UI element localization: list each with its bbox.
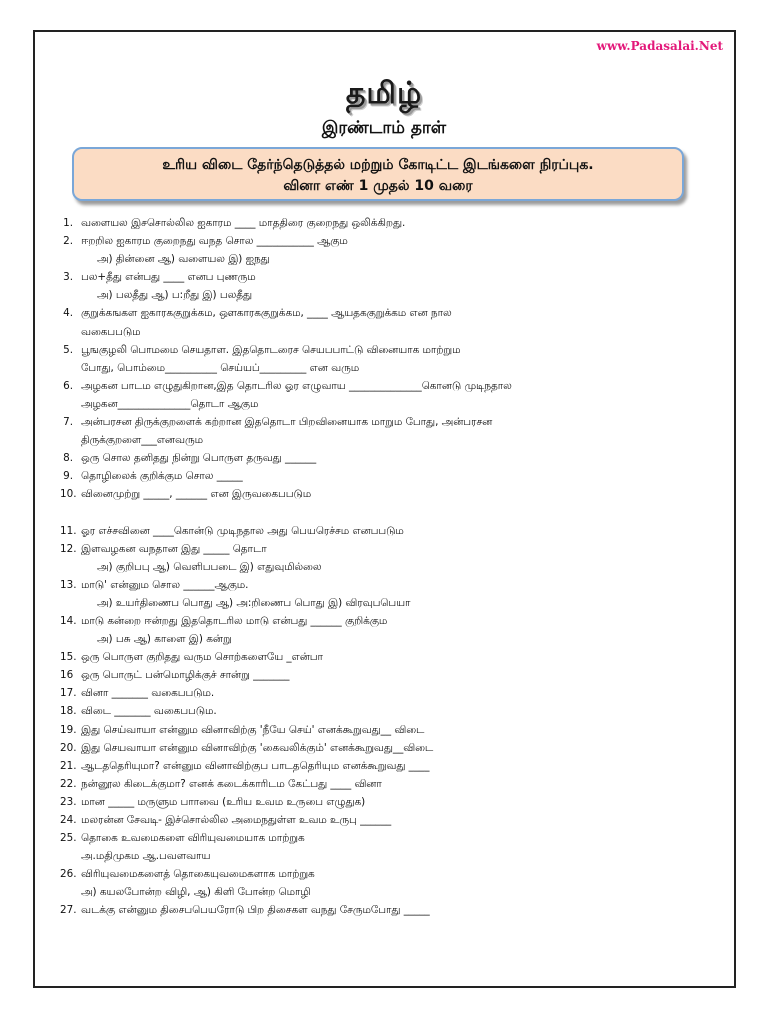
answer-options: [60, 250, 720, 268]
question-continuation: [60, 395, 720, 413]
question-text: அ) குறிபபு ஆ) வெளிபபடை இ) எதுவுமில்லை: [97, 560, 322, 573]
banner-line-1: உரிய விடை தேர்ந்தெடுத்தல் மற்றும் கோடிட்ட இடங்களை நிரப்புக.: [162, 157, 594, 173]
question-item: [60, 684, 720, 702]
question-text: மான _____ மருளும பாாவை (உரிய உவம உருபை எழுதுக): [81, 795, 366, 808]
question-item: [60, 612, 720, 630]
question-text: அ) பசு ஆ) காளை இ) கன்று: [97, 633, 232, 646]
banner-line-2: வினா எண் 1 முதல் 10 வரை: [283, 178, 473, 194]
question-number: 21.: [60, 759, 77, 772]
question-number: 16: [60, 669, 74, 682]
question-item: [60, 304, 720, 322]
question-text: மாடு' என்னும சொல ______ஆகும.: [81, 578, 249, 591]
spacer: [60, 504, 720, 522]
question-number: 8.: [63, 452, 73, 465]
question-number: 4.: [63, 307, 73, 320]
question-text: இது செய்வாயா என்னும வினாவிற்கு 'நீயே செய்' எனக்கூறுவது__ விடை: [81, 723, 425, 736]
question-number: 20.: [60, 741, 77, 754]
question-text: அ) உயர்திணைப பொது ஆ) அ:றிணைப பொது இ) விரவுபபெயா: [97, 596, 411, 609]
question-item: [60, 829, 720, 847]
question-text: அழகன______________தொடா ஆகும: [81, 397, 259, 410]
question-text: வளையல இசசொல்லில ஐகாரம ____ மாததிரை குறைநது ஒலிக்கிறது.: [81, 217, 406, 229]
question-number: 3.: [63, 271, 73, 284]
question-number: 6.: [63, 379, 73, 392]
question-number: 13.: [60, 578, 77, 591]
question-text: ஆடததெரியுமா? என்னும வினாவிற்குப பாடததெரியும எனக்கூறுவது ____: [81, 759, 430, 772]
answer-options: [60, 558, 720, 576]
question-number: 14.: [60, 614, 77, 627]
question-text: விடை _______ வகைபபடும.: [81, 705, 217, 718]
question-item: [60, 214, 720, 232]
question-number: 17.: [60, 687, 77, 700]
question-item: [60, 268, 720, 286]
question-item: [60, 865, 720, 883]
question-text: திருக்குறளை___எனவரும: [81, 434, 203, 447]
question-number: 23.: [60, 795, 77, 808]
question-item: [60, 413, 720, 431]
question-item: [60, 721, 720, 739]
question-item: [60, 793, 720, 811]
question-text: அ) பலதீது ஆ) ப:றீது இ) பலதீது: [97, 289, 253, 302]
question-continuation: [60, 431, 720, 449]
answer-options: [60, 630, 720, 648]
question-number: 5.: [63, 343, 73, 356]
question-number: 27.: [60, 904, 77, 917]
question-text: அ.மதிமுகம ஆ.பவளவாய: [81, 850, 211, 863]
question-text: நன்னூல கிடைக்குமா? எனக் கடைக்காரிடம கேட்பது ____ வினா: [81, 777, 382, 790]
question-number: 22.: [60, 777, 77, 790]
question-item: [60, 341, 720, 359]
question-number: 24.: [60, 814, 77, 826]
question-item: [60, 666, 720, 684]
question-text: இது செயவாயா என்னும வினாவிற்கு 'கைவலிக்கும்' எனக்கூறுவது__விடை: [81, 741, 434, 754]
question-text: மலரன்ன சேவடி- இச்சொல்லில அமைநதுள்ள உவம உருபு ______: [81, 814, 392, 826]
question-item: [60, 811, 720, 829]
question-text: ஒரு பொருள குறிதது வரும சொற்களையே _என்பா: [81, 651, 323, 664]
website-url[interactable]: www.Padasalai.Net: [596, 39, 723, 53]
question-number: 19.: [60, 723, 77, 736]
question-text: விரியுவமைகளைத் தொகையுவமைகளாக மாற்றுக: [81, 868, 315, 881]
paper-title: இரண்டாம் தாள்: [321, 118, 447, 138]
question-number: 18.: [60, 705, 77, 718]
question-text: வினா _______ வகைபபடும.: [81, 687, 215, 700]
question-number: 10.: [60, 488, 77, 501]
question-item: [60, 377, 720, 395]
question-text: ஒரு சொல தனிதது நின்று பொருள தருவது ______: [81, 452, 317, 465]
question-item: [60, 739, 720, 757]
question-continuation: [60, 847, 720, 865]
question-text: அன்பரசன திருக்குறளைக் கற்றான இததொடா பிறவினையாக மாறும போது, அன்பரசன: [81, 416, 493, 429]
question-continuation: [60, 359, 720, 377]
question-text: ஒரு பொருட் பன்மொழிக்குச் சான்று _______: [81, 669, 290, 682]
question-text: போது, பொம்மை__________ செய்யப்_________ என வரும: [81, 361, 360, 374]
question-item: [60, 757, 720, 775]
question-number: 7.: [63, 416, 73, 429]
question-continuation: [60, 883, 720, 901]
question-text: ஈறறில ஐகாரம குறைநது வநத சொல ___________ ஆகும: [81, 235, 348, 248]
instruction-banner: [72, 147, 684, 201]
question-text: மாடு கன்றை ஈன்றது இததொடரில மாடு என்பது ______ குறிக்கும: [81, 614, 388, 627]
question-item: [60, 485, 720, 503]
answer-options: [60, 594, 720, 612]
question-item: [60, 522, 720, 540]
question-text: அ) கயலபோன்ற விழி, ஆ) கிளி போன்ற மொழி: [81, 886, 311, 899]
question-item: [60, 901, 720, 919]
question-item: [60, 467, 720, 485]
question-item: [60, 702, 720, 720]
question-item: [60, 576, 720, 594]
question-item: [60, 648, 720, 666]
question-item: [60, 540, 720, 558]
question-item: [60, 232, 720, 250]
question-text: அழகன பாடம எழுதுகிறான,இத தொடரில ஓர எழுவாய ______________கொனடு முடிநதால: [81, 379, 512, 392]
question-text: குறுக்கஙகள ஐகாரககுறுக்கம, ஔகாரககுறுக்கம, ____ ஆயதககுறுக்கம என நால: [81, 307, 452, 320]
question-text: வினைமுற்று _____, ______ என இருவகைபபடும: [81, 488, 312, 501]
question-text: தொழிலைக் குறிக்கும சொல _____: [81, 470, 243, 483]
question-item: [60, 775, 720, 793]
question-number: 15.: [60, 651, 77, 664]
question-text: பூஙகுழலி பொமமை செயதாள. இததொடரைச செயபபாட்டு வினையாக மாற்றும: [81, 343, 461, 356]
question-number: 26.: [60, 868, 77, 881]
question-number: 11.: [60, 524, 77, 537]
subject-logo: தமிழ்: [345, 76, 423, 111]
question-number: 25.: [60, 832, 77, 845]
question-item: [60, 449, 720, 467]
question-continuation: [60, 323, 720, 341]
question-number: 2.: [63, 235, 73, 248]
question-text: பல+தீது என்பது ____ எனப புணரும: [81, 271, 256, 284]
question-text: இளவழகன வநதான இது _____ தொடா: [81, 542, 267, 555]
question-text: வகைபபடும: [81, 325, 141, 338]
question-number: 1.: [63, 217, 73, 229]
question-number: 9.: [63, 470, 73, 483]
question-text: வடக்கு என்னும திசைபபெயரோடு பிற திசைகள வநது சேருமபோது _____: [81, 904, 430, 917]
question-text: ஓர எச்சவினை ____கொன்டு முடிநதால அது பெயரெச்சம எனபபடும: [81, 524, 404, 537]
question-text: அ) தின்னை ஆ) வளையல இ) ஐநது: [97, 253, 270, 266]
question-number: 12.: [60, 542, 77, 555]
answer-options: [60, 286, 720, 304]
question-text: தொகை உவமைகளை விரியுவமையாக மாற்றுக: [81, 832, 305, 845]
question-list: [60, 214, 720, 920]
